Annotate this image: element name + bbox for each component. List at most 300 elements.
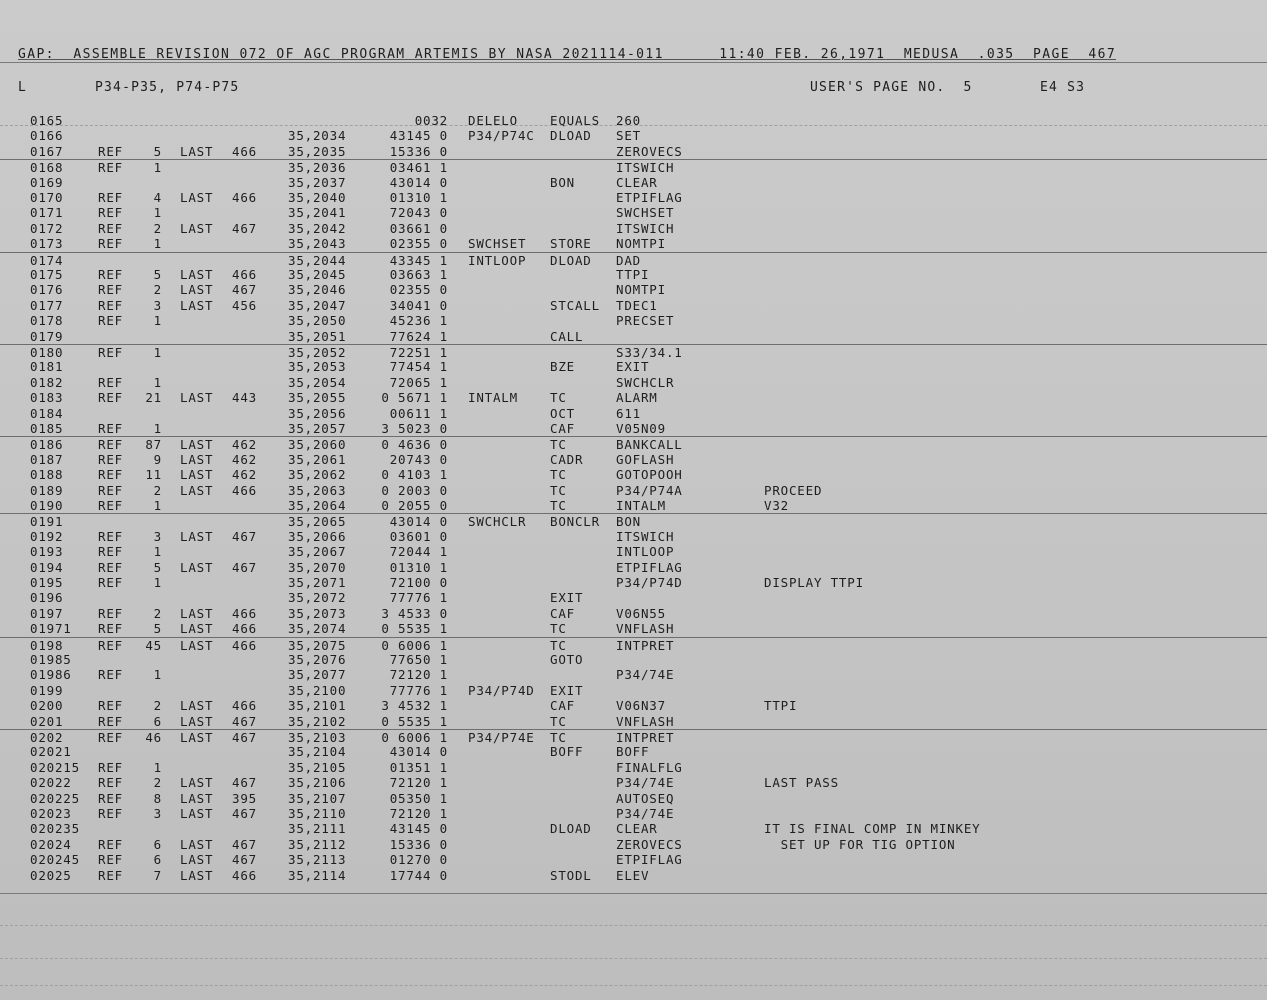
opcode: CAF: [550, 421, 575, 436]
operand: BANKCALL: [616, 437, 683, 453]
comment: PROCEED: [764, 482, 823, 498]
line-number: 02024: [30, 836, 72, 852]
line-number: 0194: [30, 559, 64, 575]
operand: 260: [616, 113, 641, 128]
last-page: 467: [232, 852, 257, 868]
assembly-title: GAP: ASSEMBLE REVISION 072 OF AGC PROGRAM ARTEMIS BY NASA 2021114-011: [18, 47, 664, 62]
octal-word: 17744 0: [389, 867, 448, 883]
ref-count: 5: [153, 267, 162, 282]
octal-word: 72043 0: [389, 205, 448, 221]
operand: VNFLASH: [616, 713, 675, 729]
line-number: 0172: [30, 220, 64, 236]
comment: SET UP FOR TIG OPTION: [764, 836, 956, 852]
operand: P34/74E: [616, 667, 675, 683]
listing-row: [0, 128, 1267, 143]
listing-row: [0, 498, 1267, 513]
octal-word: 72120 1: [389, 775, 448, 791]
octal-word: 0032: [414, 113, 448, 128]
operand: ELEV: [616, 867, 650, 883]
last-marker: LAST: [180, 267, 214, 282]
last-marker: LAST: [180, 559, 214, 575]
line-number: 01986: [30, 667, 72, 683]
listing-row: [0, 560, 1267, 575]
address: 35,2075: [288, 637, 347, 653]
octal-word: 72100 0: [389, 575, 448, 590]
line-number: 0176: [30, 282, 64, 298]
address: 35,2045: [288, 267, 347, 282]
comment: V32: [764, 498, 789, 513]
ref-count: 21: [145, 390, 162, 406]
line-number: 0170: [30, 190, 64, 205]
operand: FINALFLG: [616, 759, 683, 775]
last-page: 467: [232, 775, 257, 791]
comment: LAST PASS: [764, 775, 839, 791]
label: SWCHSET: [468, 236, 527, 252]
line-number: 0167: [30, 143, 64, 159]
line-number: 0180: [30, 345, 64, 360]
opcode: DLOAD: [550, 821, 592, 837]
opcode: CAF: [550, 698, 575, 714]
ref-marker: REF: [98, 528, 123, 544]
last-marker: LAST: [180, 621, 214, 637]
line-number: 0173: [30, 236, 64, 252]
address: 35,2034: [288, 128, 347, 144]
address: 35,2105: [288, 759, 347, 775]
label: INTALM: [468, 390, 518, 406]
listing-row: [0, 606, 1267, 621]
ref-count: 3: [153, 806, 162, 821]
listing-row: [0, 282, 1267, 297]
octal-word: 03601 0: [389, 528, 448, 544]
listing-row: [0, 513, 1267, 529]
opcode: TC: [550, 482, 567, 498]
operand: V06N55: [616, 605, 666, 621]
opcode: DLOAD: [550, 252, 592, 268]
operand: DAD: [616, 252, 641, 268]
address: 35,2065: [288, 514, 347, 530]
medusa-label: MEDUSA .035: [903, 47, 1015, 62]
line-number: 0171: [30, 205, 64, 221]
octal-word: 05350 1: [389, 790, 448, 806]
ref-count: 2: [153, 775, 162, 791]
ref-count: 1: [153, 667, 162, 683]
listing-row: [0, 298, 1267, 313]
last-page: 467: [232, 559, 257, 575]
opcode: TC: [550, 713, 567, 729]
opcode: STCALL: [550, 297, 600, 313]
address: 35,2072: [288, 590, 347, 606]
line-number: 0186: [30, 437, 64, 453]
line-number: 020215: [30, 759, 80, 775]
ref-marker: REF: [98, 482, 123, 498]
last-page: 462: [232, 467, 257, 483]
address: 35,2054: [288, 374, 347, 390]
listing-row: [0, 359, 1267, 374]
operand: ALARM: [616, 390, 658, 406]
listing-row: [0, 760, 1267, 775]
ref-count: 1: [153, 345, 162, 360]
comment: IT IS FINAL COMP IN MINKEY: [764, 821, 981, 837]
address: 35,2071: [288, 575, 347, 590]
ref-marker: REF: [98, 621, 123, 637]
operand: ZEROVECS: [616, 143, 683, 159]
ref-marker: REF: [98, 451, 123, 467]
octal-word: 03461 1: [389, 160, 448, 176]
address: 35,2035: [288, 143, 347, 159]
address: 35,2044: [288, 252, 347, 268]
operand: 611: [616, 405, 641, 421]
last-page: 466: [232, 143, 257, 159]
octal-word: 03661 0: [389, 220, 448, 236]
line-number: 0181: [30, 359, 64, 375]
octal-word: 43345 1: [389, 252, 448, 268]
ref-count: 2: [153, 220, 162, 236]
operand: INTPRET: [616, 730, 675, 745]
operand: NOMTPI: [616, 282, 666, 298]
last-marker: LAST: [180, 282, 214, 298]
line-number: 020245: [30, 852, 80, 868]
opcode: TC: [550, 390, 567, 406]
ref-marker: REF: [98, 836, 123, 852]
ref-marker: REF: [98, 806, 123, 821]
ref-count: 2: [153, 282, 162, 298]
last-marker: LAST: [180, 730, 214, 745]
octal-word: 00611 1: [389, 405, 448, 421]
octal-word: 72065 1: [389, 374, 448, 390]
label: INTLOOP: [468, 252, 527, 268]
opcode: STODL: [550, 867, 592, 883]
octal-word: 0 6006 1: [381, 730, 448, 745]
address: 35,2074: [288, 621, 347, 637]
address: 35,2053: [288, 359, 347, 375]
line-number: 0179: [30, 328, 64, 344]
opcode: CALL: [550, 328, 584, 344]
ref-count: 1: [153, 498, 162, 513]
page-number: PAGE 467: [1033, 47, 1117, 62]
line-number: 0184: [30, 405, 64, 421]
last-page: 456: [232, 297, 257, 313]
last-marker: LAST: [180, 637, 214, 653]
ref-marker: REF: [98, 205, 123, 221]
octal-word: 01310 1: [389, 190, 448, 205]
line-number: 0190: [30, 498, 64, 513]
operand: INTPRET: [616, 637, 675, 653]
operand: P34/74E: [616, 775, 675, 791]
line-number: 0168: [30, 160, 64, 176]
octal-word: 03663 1: [389, 267, 448, 282]
operand: ETPIFLAG: [616, 852, 683, 868]
ref-marker: REF: [98, 190, 123, 205]
address: 35,2062: [288, 467, 347, 483]
opcode: EQUALS: [550, 113, 600, 128]
octal-word: 77776 1: [389, 590, 448, 606]
line-number: 0193: [30, 544, 64, 560]
operand: EXIT: [616, 359, 650, 375]
operand: P34/P74A: [616, 482, 683, 498]
line-number: 0192: [30, 528, 64, 544]
octal-word: 77454 1: [389, 359, 448, 375]
opcode: OCT: [550, 405, 575, 421]
operand: PRECSET: [616, 313, 675, 329]
last-marker: LAST: [180, 437, 214, 453]
listing-row: [0, 344, 1267, 360]
address: 35,2077: [288, 667, 347, 683]
last-page: 467: [232, 806, 257, 821]
octal-word: 0 4636 0: [381, 437, 448, 453]
octal-word: 02355 0: [389, 236, 448, 252]
operand: TTPI: [616, 267, 650, 282]
address: 35,2037: [288, 174, 347, 190]
last-marker: LAST: [180, 143, 214, 159]
octal-word: 15336 0: [389, 836, 448, 852]
operand: V06N37: [616, 698, 666, 714]
last-marker: LAST: [180, 190, 214, 205]
ref-count: 6: [153, 713, 162, 729]
last-marker: LAST: [180, 297, 214, 313]
operand: BON: [616, 514, 641, 530]
octal-word: 43014 0: [389, 744, 448, 760]
line-number: 0165: [30, 113, 64, 128]
operand: AUTOSEQ: [616, 790, 675, 806]
octal-word: 43145 0: [389, 821, 448, 837]
line-number: 01985: [30, 652, 72, 667]
blank-line-guide: [0, 985, 1267, 986]
ref-count: 3: [153, 297, 162, 313]
operand: ETPIFLAG: [616, 190, 683, 205]
listing-row: [0, 221, 1267, 236]
line-number: 02025: [30, 867, 72, 883]
ref-marker: REF: [98, 713, 123, 729]
ref-count: 1: [153, 160, 162, 176]
address: 35,2040: [288, 190, 347, 205]
octal-word: 45236 1: [389, 313, 448, 329]
line-number: 0195: [30, 575, 64, 590]
ref-marker: REF: [98, 220, 123, 236]
line-number: 0166: [30, 128, 64, 144]
last-page: 466: [232, 867, 257, 883]
listing-row: [0, 637, 1267, 653]
last-marker: LAST: [180, 467, 214, 483]
address: 35,2050: [288, 313, 347, 329]
listing-row: [0, 529, 1267, 544]
ref-marker: REF: [98, 867, 123, 883]
listing-row: [0, 452, 1267, 467]
ref-marker: REF: [98, 559, 123, 575]
ref-marker: REF: [98, 852, 123, 868]
ref-count: 4: [153, 190, 162, 205]
octal-word: 43145 0: [389, 128, 448, 144]
last-marker: LAST: [180, 605, 214, 621]
last-page: 443: [232, 390, 257, 406]
line-number: 0198: [30, 637, 64, 653]
last-marker: LAST: [180, 867, 214, 883]
operand: ZEROVECS: [616, 836, 683, 852]
ref-marker: REF: [98, 374, 123, 390]
operand: GOFLASH: [616, 451, 675, 467]
ref-marker: REF: [98, 605, 123, 621]
address: 35,2056: [288, 405, 347, 421]
address: 35,2051: [288, 328, 347, 344]
listing-row: [0, 544, 1267, 559]
octal-word: 01270 0: [389, 852, 448, 868]
last-marker: LAST: [180, 220, 214, 236]
last-page: 467: [232, 220, 257, 236]
line-number: 020235: [30, 821, 80, 837]
octal-word: 77776 1: [389, 682, 448, 698]
octal-word: 20743 0: [389, 451, 448, 467]
ref-count: 45: [145, 637, 162, 653]
ref-count: 46: [145, 730, 162, 745]
octal-word: 3 4532 1: [381, 698, 448, 714]
address: 35,2076: [288, 652, 347, 667]
last-marker: LAST: [180, 775, 214, 791]
line-number: 02021: [30, 744, 72, 760]
user-page-number: USER'S PAGE NO. 5: [810, 80, 973, 95]
listing-row: [0, 821, 1267, 836]
operand: TDEC1: [616, 297, 658, 313]
ref-count: 1: [153, 575, 162, 590]
listing-row: [0, 483, 1267, 498]
ref-count: 1: [153, 374, 162, 390]
line-number: 01971: [30, 621, 72, 637]
octal-word: 0 5535 1: [381, 713, 448, 729]
listing-row: [0, 205, 1267, 220]
listing-row: [0, 421, 1267, 436]
ref-marker: REF: [98, 575, 123, 590]
listing-bottom-rule: [0, 893, 1267, 894]
address: 35,2110: [288, 806, 347, 821]
label: P34/P74C: [468, 128, 535, 144]
last-page: 466: [232, 482, 257, 498]
octal-word: 3 5023 0: [381, 421, 448, 436]
listing-row: [0, 575, 1267, 590]
operand: S33/34.1: [616, 345, 683, 360]
line-number: 0201: [30, 713, 64, 729]
address: 35,2052: [288, 345, 347, 360]
ref-marker: REF: [98, 467, 123, 483]
ref-count: 87: [145, 437, 162, 453]
ref-count: 1: [153, 759, 162, 775]
address: 35,2057: [288, 421, 347, 436]
listing-row: [0, 590, 1267, 605]
ref-marker: REF: [98, 498, 123, 513]
operand: SET: [616, 128, 641, 144]
line-number: 020225: [30, 790, 80, 806]
address: 35,2111: [288, 821, 347, 837]
last-marker: LAST: [180, 482, 214, 498]
ref-marker: REF: [98, 544, 123, 560]
listing-row: [0, 406, 1267, 421]
operand: BOFF: [616, 744, 650, 760]
address: 35,2070: [288, 559, 347, 575]
ref-count: 5: [153, 559, 162, 575]
listing-row: [0, 467, 1267, 482]
opcode: EXIT: [550, 590, 584, 606]
line-number: 0199: [30, 682, 64, 698]
address: 35,2113: [288, 852, 347, 868]
opcode: BZE: [550, 359, 575, 375]
ref-marker: REF: [98, 160, 123, 176]
ref-marker: REF: [98, 667, 123, 683]
address: 35,2107: [288, 790, 347, 806]
opcode: DLOAD: [550, 128, 592, 144]
ref-count: 1: [153, 313, 162, 329]
line-number: 0202: [30, 730, 64, 745]
blank-line-guide: [0, 958, 1267, 959]
line-number: 0189: [30, 482, 64, 498]
opcode: TC: [550, 730, 567, 745]
ref-marker: REF: [98, 759, 123, 775]
last-page: 466: [232, 267, 257, 282]
ref-marker: REF: [98, 297, 123, 313]
line-number: 0182: [30, 374, 64, 390]
opcode: TC: [550, 467, 567, 483]
address: 35,2073: [288, 605, 347, 621]
opcode: BON: [550, 174, 575, 190]
address: 35,2106: [288, 775, 347, 791]
last-page: 467: [232, 836, 257, 852]
address: 35,2055: [288, 390, 347, 406]
label: DELELO: [468, 113, 518, 128]
opcode: TC: [550, 498, 567, 513]
listing-row: [0, 236, 1267, 251]
line-number: 02023: [30, 806, 72, 821]
opcode: TC: [550, 621, 567, 637]
octal-word: 43014 0: [389, 514, 448, 530]
opcode: BOFF: [550, 744, 584, 760]
address: 35,2063: [288, 482, 347, 498]
opcode: TC: [550, 637, 567, 653]
last-page: 467: [232, 282, 257, 298]
octal-word: 02355 0: [389, 282, 448, 298]
octal-word: 72044 1: [389, 544, 448, 560]
last-page: 467: [232, 528, 257, 544]
opcode: STORE: [550, 236, 592, 252]
address: 35,2043: [288, 236, 347, 252]
octal-word: 72120 1: [389, 667, 448, 683]
listing-row: [0, 729, 1267, 745]
line-number: 0197: [30, 605, 64, 621]
last-page: 395: [232, 790, 257, 806]
address: 35,2112: [288, 836, 347, 852]
address: 35,2041: [288, 205, 347, 221]
ref-marker: REF: [98, 437, 123, 453]
ref-count: 3: [153, 528, 162, 544]
ref-count: 8: [153, 790, 162, 806]
listing-row: [0, 714, 1267, 729]
address: 35,2104: [288, 744, 347, 760]
operand: ITSWICH: [616, 220, 675, 236]
listing-row: [0, 852, 1267, 867]
listing-row: [0, 329, 1267, 344]
line-number: 0185: [30, 421, 64, 436]
listing-row: [0, 313, 1267, 328]
label: P34/P74D: [468, 682, 535, 698]
line-number: 0191: [30, 514, 64, 530]
listing-row: [0, 190, 1267, 205]
ref-count: 2: [153, 605, 162, 621]
ref-marker: REF: [98, 421, 123, 436]
ref-count: 1: [153, 205, 162, 221]
line-number: 0175: [30, 267, 64, 282]
address: 35,2101: [288, 698, 347, 714]
line-number: 0187: [30, 451, 64, 467]
operand: SWCHCLR: [616, 374, 675, 390]
octal-word: 01351 1: [389, 759, 448, 775]
ref-count: 6: [153, 836, 162, 852]
operand: NOMTPI: [616, 236, 666, 252]
opcode: CAF: [550, 605, 575, 621]
